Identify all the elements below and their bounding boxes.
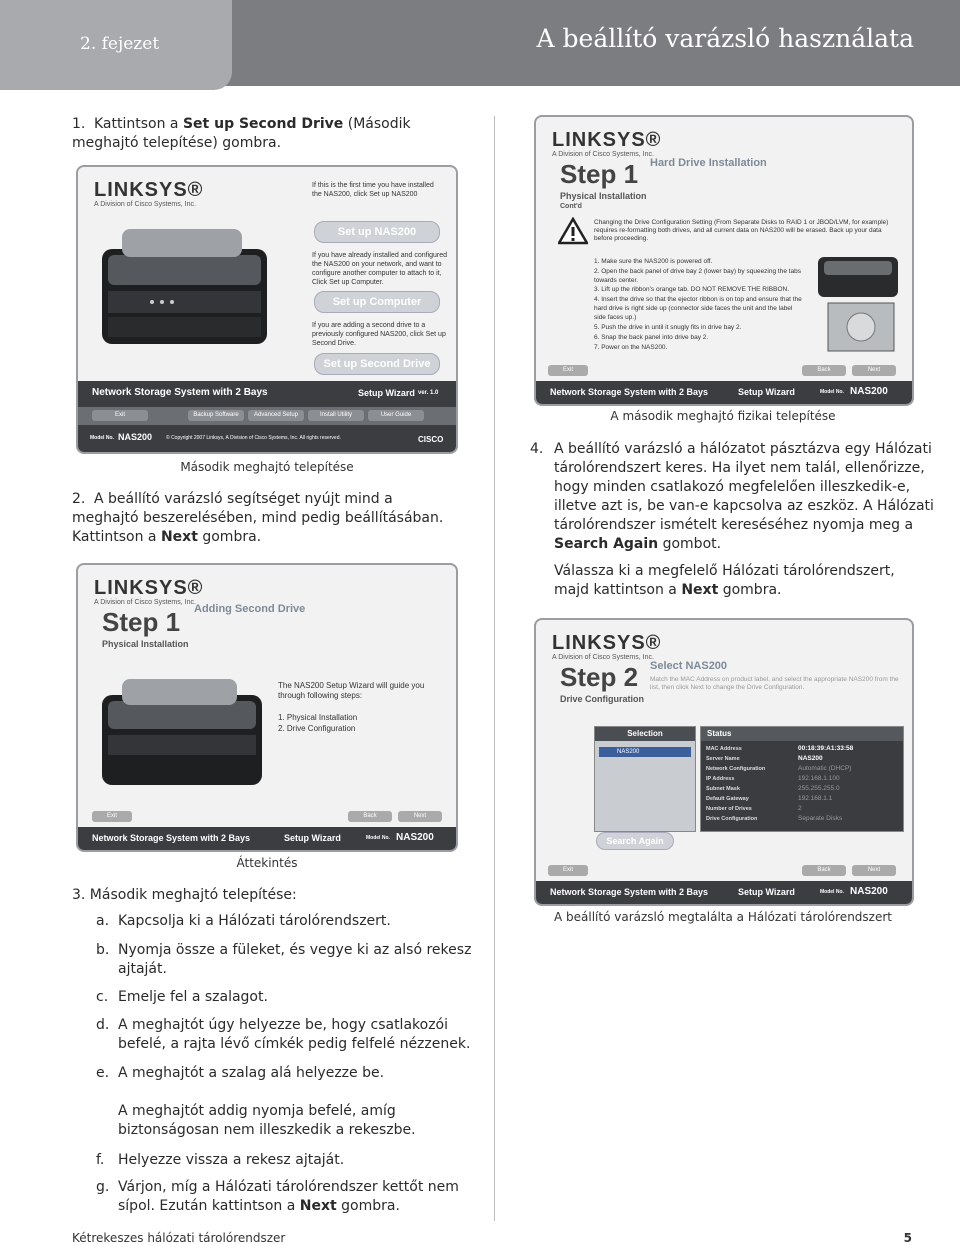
nas-list-item[interactable] [599, 747, 691, 757]
nas-item-label: NAS200 [617, 749, 640, 755]
step-2: 2. A beállító varázsló segítséget nyújt mind a meghajtó beszerelésében, mind pedig beállításában. Kattintson a Next gombra. [72, 491, 444, 545]
set-up-computer-button[interactable]: Set up Computer [314, 291, 440, 313]
chapter-label: 2. fejezet [80, 34, 160, 54]
caption-overview: Áttekintés [236, 856, 298, 870]
backup-software-button[interactable]: Backup Software [188, 410, 244, 421]
step-3b: b. Nyomja össze a füleket, és vegye ki az alsó rekesz ajtaját. [96, 942, 472, 977]
back-button[interactable]: Back [802, 865, 846, 876]
status-value: 192.168.1.100 [798, 775, 840, 782]
status-label: Network Configuration [706, 766, 766, 772]
step-3g: g. Várjon, míg a Hálózati tárolórendszer kettőt nem sípol. Ezután kattintson a Next gombra. [96, 1179, 459, 1214]
status-label: Server Name [706, 756, 740, 762]
status-value: 2 [798, 805, 802, 812]
exit-button[interactable]: Exit [548, 865, 588, 876]
status-value: Separate Disks [798, 815, 843, 822]
status-label: Number of Drives [706, 806, 752, 812]
step-3-title: 3. Második meghajtó telepítése: [72, 887, 297, 903]
drive-bay-image [812, 247, 904, 357]
selection-panel [594, 726, 696, 832]
search-again-button[interactable]: Search Again [596, 832, 674, 850]
footer-product-name: Kétrekeszes hálózati tárolórendszer [72, 1231, 286, 1245]
exit-button[interactable]: Exit [548, 365, 588, 376]
nas-device-image [92, 675, 272, 795]
back-button[interactable]: Back [348, 811, 392, 822]
screenshot-select-nas200: LINKSYS® A Division of Cisco Systems, Inc. Step 2 Drive Configuration Select NAS200 Match the MAC Address on product label, and select the appropriate NAS200 from the list, then click Next to change the Drive Configuration. Selection NAS200 Status Search Again Exit Back Next Network Storage System with 2 Bays Setup Wizard Model No. NAS200 MAC Address 00:18:39:A1:33:58 Server Name NAS200 Network Configuration Automatic (DHCP) IP Address 192.168.1.100 Subnet Mask 255.255.255.0 Default Gateway 192.168.1.1 Number of Drives 2 Drive Configuration Separate Disks [534, 618, 914, 906]
column-divider [494, 116, 495, 1221]
status-label: MAC Address [706, 746, 742, 752]
status-value: 00:18:39:A1:33:58 [798, 745, 854, 752]
set-up-second-drive-button[interactable]: Set up Second Drive [314, 353, 440, 375]
next-button[interactable]: Next [852, 365, 896, 376]
linksys-logo: LINKSYS® [94, 179, 204, 201]
next-button[interactable]: Next [398, 811, 442, 822]
status-label: Subnet Mask [706, 786, 740, 792]
screenshot-hard-drive-installation: LINKSYS® A Division of Cisco Systems, Inc. Step 1 Physical Installation Cont'd Hard Drive Installation Changing the Drive Configuration Setting (From Separate Disks to RAID 1 or JBOD/LVM, for example) requires re-formatting both drives, and all current data on NAS200 will be erased. Back up your data before proceeding. 1. Make sure the NAS200 is powered off. 2. Open the back panel of drive bay 2 (lower bay) by squeezing the tabs towards center. 3. Lift up the ribbon's orange tab. DO NOT REMOVE THE RIBBON. 4. Insert the drive so that the ejector ribbon is on top and ensure that the hard drive is right side up (connector side faces the unit and the label side faces up.) 5. Push the drive in until it snugly fits in drive bay 2. 6. Snap the back panel into drive bay 2. 7. Power on the NAS200. Exit Back Next Network Storage System with 2 Bays Setup Wizard Model No. NAS200 [534, 115, 914, 406]
set-up-nas200-button[interactable]: Set up NAS200 [314, 221, 440, 243]
screenshot-overview: LINKSYS® A Division of Cisco Systems, Inc. Step 1 Physical Installation Adding Second Drive The NAS200 Setup Wizard will guide you through following steps: 1. Physical Installation 2. Drive Configuration Exit Back Next Network Storage System with 2 Bays Setup Wizard Model No. NAS200 [76, 563, 458, 852]
step-4: 4. A beállító varázsló a hálózatot pásztázva egy Hálózati tárolórendszert keres. Ha ilyet nem talál, ellenőrizze, hogy minden csatlakozó megfelelően illeszkedik-e, illetve azt is, be van-e kapcsolva az eszköz. A Hálózati tárolórendszer ismételt kereséséhez nyomja meg a Search Again gombot. [530, 441, 934, 552]
nas-device-image [92, 219, 272, 359]
status-value: Automatic (DHCP) [798, 765, 852, 772]
caption-second-drive: Második meghajtó telepítése [180, 460, 354, 474]
page-number: 5 [903, 1231, 912, 1245]
exit-button[interactable]: Exit [92, 811, 132, 822]
status-label: Drive Configuration [706, 816, 758, 822]
advanced-setup-button[interactable]: Advanced Setup [248, 410, 304, 421]
status-label: IP Address [706, 776, 735, 782]
page-title: A beállító varázsló használata [536, 24, 914, 53]
status-header: Status [701, 727, 903, 741]
screenshot-setup-second-drive: LINKSYS® A Division of Cisco Systems, Inc. If this is the first time you have installed the NAS200, click Set up NAS200 Set up NAS200 If you have already installed and configured the NAS200 on your network, and want to configure another computer to attach to it, Click Set up Computer. Set up Computer If you are adding a second drive to a previously configured NAS200, click Set up Second Drive. Set up Second Drive Network Storage System with 2 Bays Setup Wizard ver. 1.0 Exit Backup Software Advanced Setup Install Utility User Guide Model No. NAS200 © Copyright 2007 Linksys, A Division of Cisco Systems, Inc. All rights reserved. CISCO [76, 165, 458, 454]
step-3f: f. Helyezze vissza a rekesz ajtaját. [96, 1152, 345, 1168]
caption-physical-install: A második meghajtó fizikai telepítése [610, 409, 836, 423]
cisco-logo: CISCO [418, 435, 444, 444]
step-4b: Válassza ki a megfelelő Hálózati tárolórendszert, majd kattintson a Next gombra. [554, 563, 895, 598]
status-value: 192.168.1.1 [798, 795, 833, 802]
user-guide-button[interactable]: User Guide [368, 410, 424, 421]
caption-nas-found: A beállító varázsló megtalálta a Hálózati tárolórendszert [554, 910, 892, 924]
step-3e-extra: A meghajtót addig nyomja befelé, amíg biztonságosan nem illeszkedik a rekeszbe. [118, 1103, 416, 1138]
status-label: Default Gateway [706, 796, 749, 802]
selection-header: Selection [595, 727, 695, 741]
step-3c: c. Emelje fel a szalagot. [96, 989, 268, 1005]
status-value: 255.255.255.0 [798, 785, 840, 792]
step-1: 1. Kattintson a Set up Second Drive (Második meghajtó telepítése) gombra. [72, 116, 411, 151]
step-3e: e. A meghajtót a szalag alá helyezze be. [96, 1065, 385, 1081]
step-3d: d. A meghajtót úgy helyezze be, hogy csatlakozói befelé, a rajta lévő címkék pedig felfelé nézzenek. [96, 1017, 471, 1052]
status-value: NAS200 [798, 755, 823, 762]
install-utility-button[interactable]: Install Utility [308, 410, 364, 421]
warning-icon [558, 217, 588, 245]
next-button[interactable]: Next [852, 865, 896, 876]
step-3a: a. Kapcsolja ki a Hálózati tárolórendszert. [96, 913, 391, 929]
exit-menu-button[interactable]: Exit [92, 410, 148, 421]
back-button[interactable]: Back [802, 365, 846, 376]
